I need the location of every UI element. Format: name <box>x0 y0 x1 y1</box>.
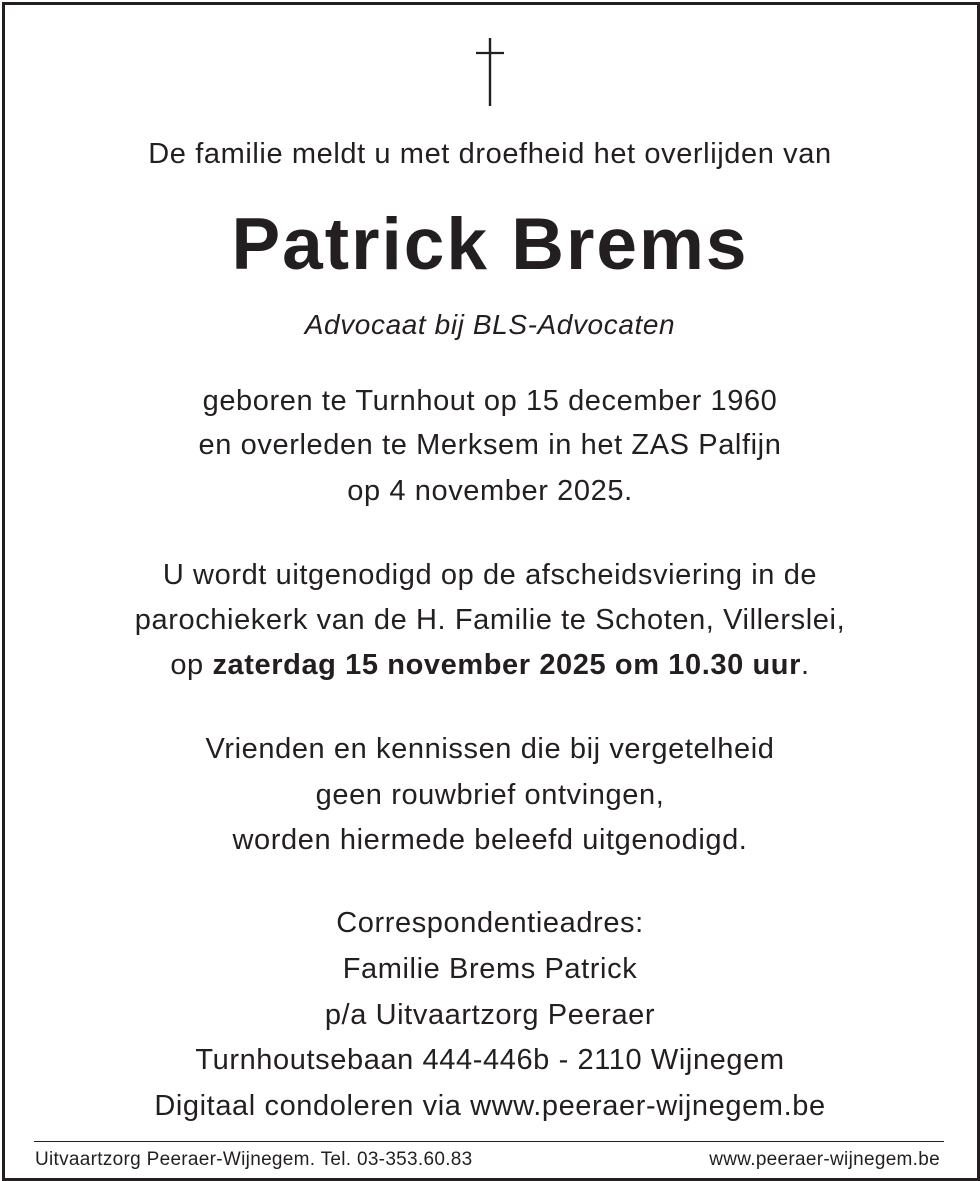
ceremony-prefix: op <box>170 649 213 681</box>
footer-divider <box>34 1141 944 1142</box>
birth-line: geboren te Turnhout op 15 december 1960 <box>202 385 778 417</box>
invitation-line-3: worden hiermede beleefd uitgenodigd. <box>232 824 748 856</box>
footer-funeral-home: Uitvaartzorg Peeraer-Wijnegem. Tel. 03-353.60.83 <box>35 1149 473 1170</box>
invitation-line-2: geen rouwbrief ontvingen, <box>315 779 665 811</box>
cross-icon <box>472 36 508 108</box>
condolence-website-line: Digitaal condoleren via www.peeraer-wijnegem.be <box>154 1090 826 1122</box>
deceased-name: Patrick Brems <box>231 204 749 285</box>
correspondence-care-of: p/a Uitvaartzorg Peeraer <box>324 999 656 1031</box>
death-date-line: op 4 november 2025. <box>347 475 633 507</box>
death-place-line: en overleden te Merksem in het ZAS Palfijn <box>198 429 782 461</box>
correspondence-heading: Correspondentieadres: <box>336 907 644 939</box>
deceased-role: Advocaat bij BLS-Advocaten <box>304 309 676 340</box>
intro-text: De familie meldt u met droefheid het overlijden van <box>148 138 832 170</box>
correspondence-name: Familie Brems Patrick <box>342 953 638 985</box>
correspondence-address: Turnhoutsebaan 444-446b - 2110 Wijnegem <box>195 1044 785 1076</box>
ceremony-line-1: U wordt uitgenodigd op de afscheidsviering in de <box>162 559 818 591</box>
ceremony-date-time: zaterdag 15 november 2025 om 10.30 uur <box>212 649 801 681</box>
ceremony-line-3 <box>0 651 980 680</box>
ceremony-line-2: parochiekerk van de H. Familie te Schoten, Villerslei, <box>134 604 846 636</box>
ceremony-suffix: . <box>801 649 810 681</box>
footer-website: www.peeraer-wijnegem.be <box>709 1149 940 1170</box>
invitation-line-1: Vrienden en kennissen die bij vergetelheid <box>205 733 775 765</box>
